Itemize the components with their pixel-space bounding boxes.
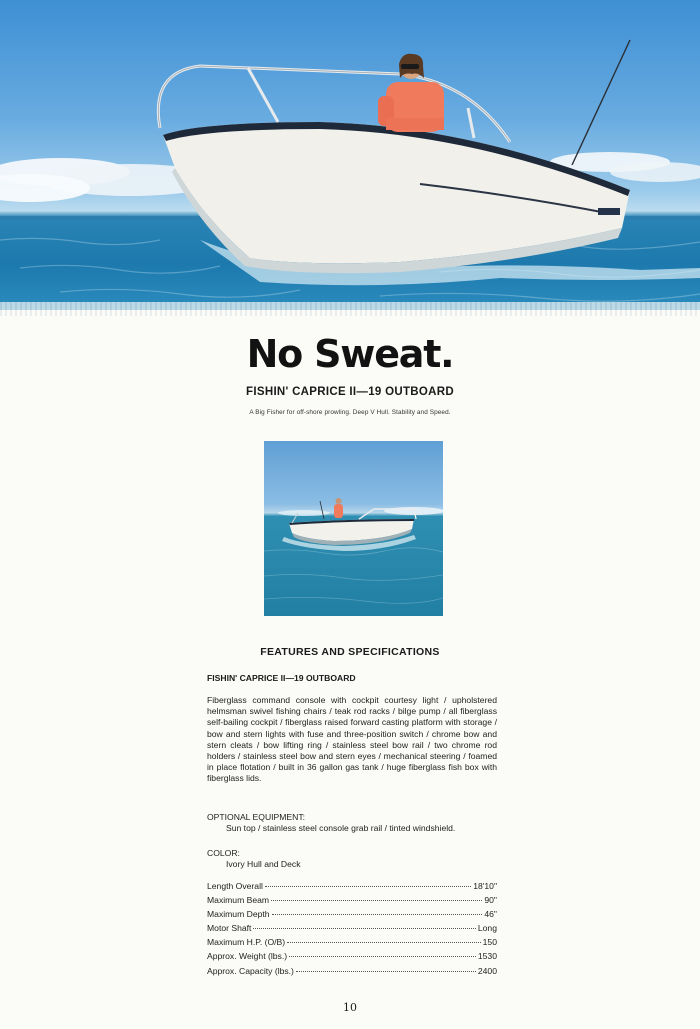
photo-edge-texture [0,302,700,316]
spec-label: Length Overall [207,881,263,891]
spec-value: Long [477,923,497,934]
hero-boat-photo [0,0,700,310]
spec-row-max-hp [207,937,497,951]
spec-value: 150 [482,937,497,948]
inset-boat-illustration [264,441,443,616]
leader-dots [265,885,471,887]
spec-label: Maximum Depth [207,909,270,920]
spec-row-length [207,881,497,895]
hero-boat-illustration [0,0,700,310]
spec-value: 1530 [477,951,497,962]
optional-equipment-text: Sun top / stainless steel console grab rail / tinted windshield. [226,823,456,833]
page-headline: No Sweat. [246,332,454,376]
spec-value: 18'10" [473,881,497,891]
spec-table [207,881,497,980]
spec-row-motor-shaft [207,923,497,937]
inset-boat-photo [264,441,443,616]
spec-row-capacity [207,966,497,980]
leader-dots [296,970,476,972]
page-number: 10 [343,1001,357,1014]
features-heading: FEATURES AND SPECIFICATIONS [260,646,440,658]
spec-label: Approx. Weight (lbs.) [207,951,288,962]
leader-dots [289,955,476,957]
color-label: COLOR: [207,848,240,858]
tagline: A Big Fisher for off-shore prowling. Deep V Hull. Stability and Speed. [249,409,451,416]
features-text: Fiberglass command console with cockpit courtesy light / upholstered helmsman swivel fishing chairs / teak rod racks / bilge pump / all fiberglass self-bailing cockpit / fiberglass raised forward casting platform with storage / bow and stern lights with fuse and three-position switch / chrome bow and stern cleats / bow lifting ring / stainless steel bow rail / two chrome rod holders / stainless steel bow and stern eyes / mechanical steering / foamed in place flotation / built in 36 gallon gas tank / huge fiberglass fish box with fiberglass lids. [207,695,497,784]
leader-dots [287,941,481,943]
spec-value: 90" [484,895,497,906]
spec-label: Approx. Capacity (lbs.) [207,965,294,976]
spec-label: Maximum Beam [207,895,270,906]
leader-dots [271,899,482,901]
spec-row-beam [207,895,497,909]
spec-label: Motor Shaft [207,923,252,934]
features-subheading: FISHIN' CAPRICE II—19 OUTBOARD [207,673,356,683]
spec-value: 46" [484,909,497,920]
spec-row-depth [207,909,497,923]
color-text: Ivory Hull and Deck [226,859,301,869]
model-title: FISHIN' CAPRICE II—19 OUTBOARD [246,386,454,398]
spec-value: 2400 [477,965,497,976]
leader-dots [253,927,475,929]
leader-dots [272,913,483,915]
optional-equipment-label: OPTIONAL EQUIPMENT: [207,812,306,822]
spec-row-weight [207,951,497,965]
spec-label: Maximum H.P. (O/B) [207,937,286,948]
